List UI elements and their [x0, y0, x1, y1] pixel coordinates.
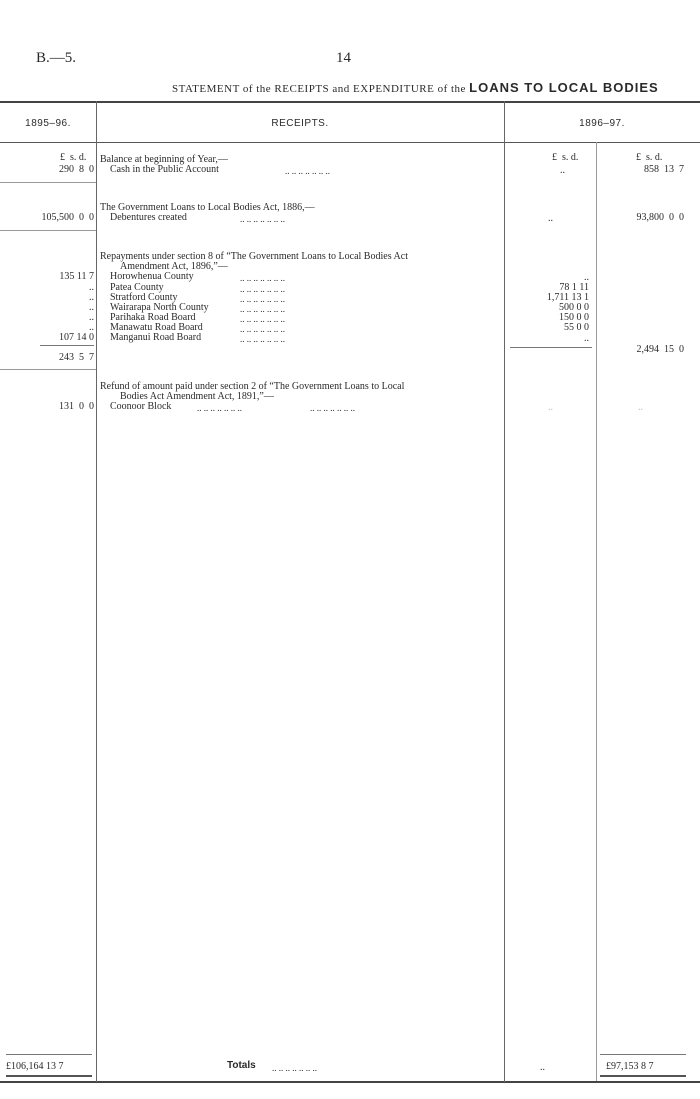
title-prefix: STATEMENT of the RECEIPTS and EXPENDITURE of the: [172, 83, 466, 95]
repayments-heading-1: Repayments under section 8 of “The Government Loans to Local Bodies Act: [100, 251, 408, 262]
col-divider-3: [596, 142, 597, 1081]
repayments-cur-subtotal-rule: [510, 347, 592, 348]
govt-loans-rule: [0, 230, 96, 231]
totals-cur-double-rule: [600, 1075, 686, 1077]
govt-loans-item: Debentures created: [110, 212, 187, 223]
report-reference: B.—5.: [36, 50, 77, 66]
col-divider-1: [96, 101, 97, 1082]
totals-prev: £106,164 13 7: [6, 1061, 64, 1072]
totals-cur-inner: ..: [540, 1062, 545, 1073]
totals-cur-rule: [600, 1054, 686, 1055]
repayment-prev: ..: [89, 302, 94, 313]
balance-rule: [0, 182, 96, 183]
refund-heading-1: Refund of amount paid under section 2 of “The Government Loans to Local: [100, 381, 405, 392]
balance-prev-amount: 290 8 0: [59, 164, 94, 175]
repayments-heading-2: Amendment Act, 1896,”—: [120, 261, 228, 272]
govt-loans-prev-amount: 105,500 0 0: [41, 212, 94, 223]
repayment-prev: ..: [89, 322, 94, 333]
balance-heading: Balance at beginning of Year,—: [100, 154, 228, 165]
repayments-prev-total: 243 5 7: [59, 352, 94, 363]
refund-leader: .. .. .. .. .. .. ..: [197, 403, 242, 413]
balance-cur-inner: ..: [560, 165, 565, 176]
repayment-item-name: Horowhenua County: [110, 271, 194, 282]
repayment-item-name: Wairarapa North County: [110, 302, 209, 313]
refund-leader-2: .. .. .. .. .. .. ..: [310, 403, 355, 413]
repayments-prev-subtotal-rule: [40, 345, 94, 346]
repayment-prev: 135 11 7: [59, 271, 94, 282]
refund-cur-total: ..: [638, 402, 643, 413]
repayment-item-name: Parihaka Road Board: [110, 312, 196, 323]
repayment-cur: 1,711 13 1: [546, 292, 589, 303]
currency-head-right: £ s. d.: [636, 152, 663, 163]
refund-prev-amount: 131 0 0: [59, 401, 94, 412]
repayment-leader: .. .. .. .. .. .. ..: [240, 324, 285, 334]
header-bottom-rule: [0, 142, 700, 143]
balance-cur-total: 858 13 7: [644, 164, 684, 175]
totals-leader: .. .. .. .. .. .. ..: [272, 1063, 317, 1073]
govt-loans-cur-inner: ..: [548, 213, 553, 224]
repayment-item-name: Manawatu Road Board: [110, 322, 203, 333]
repayment-leader: .. .. .. .. .. .. ..: [240, 304, 285, 314]
repayment-cur: 78 1 11: [559, 282, 589, 293]
totals-cur: £97,153 8 7: [606, 1061, 654, 1072]
repayment-leader: .. .. .. .. .. .. ..: [240, 294, 285, 304]
repayment-prev: ..: [89, 282, 94, 293]
govt-loans-cur-total: 93,800 0 0: [636, 212, 684, 223]
balance-leader: .. .. .. .. .. .. ..: [285, 166, 330, 176]
repayment-cur: 150 0 0: [559, 312, 589, 323]
currency-head-inner: £ s. d.: [552, 152, 579, 163]
repayment-cur: 55 0 0: [564, 322, 589, 333]
govt-loans-heading: The Government Loans to Local Bodies Act, 1886,—: [100, 202, 315, 213]
col-divider-2: [504, 101, 505, 1082]
col-head-receipts: RECEIPTS.: [271, 118, 329, 129]
repayment-cur: ..: [584, 272, 589, 283]
table-top-rule: [0, 101, 700, 103]
govt-loans-leader: .. .. .. .. .. .. ..: [240, 214, 285, 224]
col-head-1896-97: 1896–97.: [579, 118, 625, 129]
totals-label: Totals: [227, 1060, 256, 1071]
repayment-leader: .. .. .. .. .. .. ..: [240, 314, 285, 324]
repayment-leader: .. .. .. .. .. .. ..: [240, 284, 285, 294]
refund-item: Coonoor Block: [110, 401, 172, 412]
repayment-leader: .. .. .. .. .. .. ..: [240, 334, 285, 344]
repayment-prev: ..: [89, 312, 94, 323]
title-main: LOANS TO LOCAL BODIES: [469, 80, 659, 95]
repayment-cur: 500 0 0: [559, 302, 589, 313]
repayment-item-name: Patea County: [110, 282, 164, 293]
repayment-prev: 107 14 0: [59, 332, 94, 343]
page-number: 14: [336, 50, 351, 66]
repayment-prev: ..: [89, 292, 94, 303]
refund-heading-2: Bodies Act Amendment Act, 1891,”—: [120, 391, 274, 402]
balance-item: Cash in the Public Account: [110, 164, 219, 175]
repayment-item-name: Stratford County: [110, 292, 178, 303]
repayments-cur-total: 2,494 15 0: [636, 344, 684, 355]
refund-cur-inner: ..: [548, 402, 553, 413]
totals-prev-double-rule: [6, 1075, 92, 1077]
repayment-cur: ..: [584, 333, 589, 344]
table-bottom-rule: [0, 1081, 700, 1083]
col-head-1895-96: 1895–96.: [25, 118, 71, 129]
repayments-rule: [0, 369, 96, 370]
statement-title: [172, 80, 659, 95]
repayment-leader: .. .. .. .. .. .. ..: [240, 273, 285, 283]
repayment-item-name: Manganui Road Board: [110, 332, 202, 343]
totals-prev-rule: [6, 1054, 92, 1055]
currency-head-left: £ s. d.: [60, 152, 87, 163]
